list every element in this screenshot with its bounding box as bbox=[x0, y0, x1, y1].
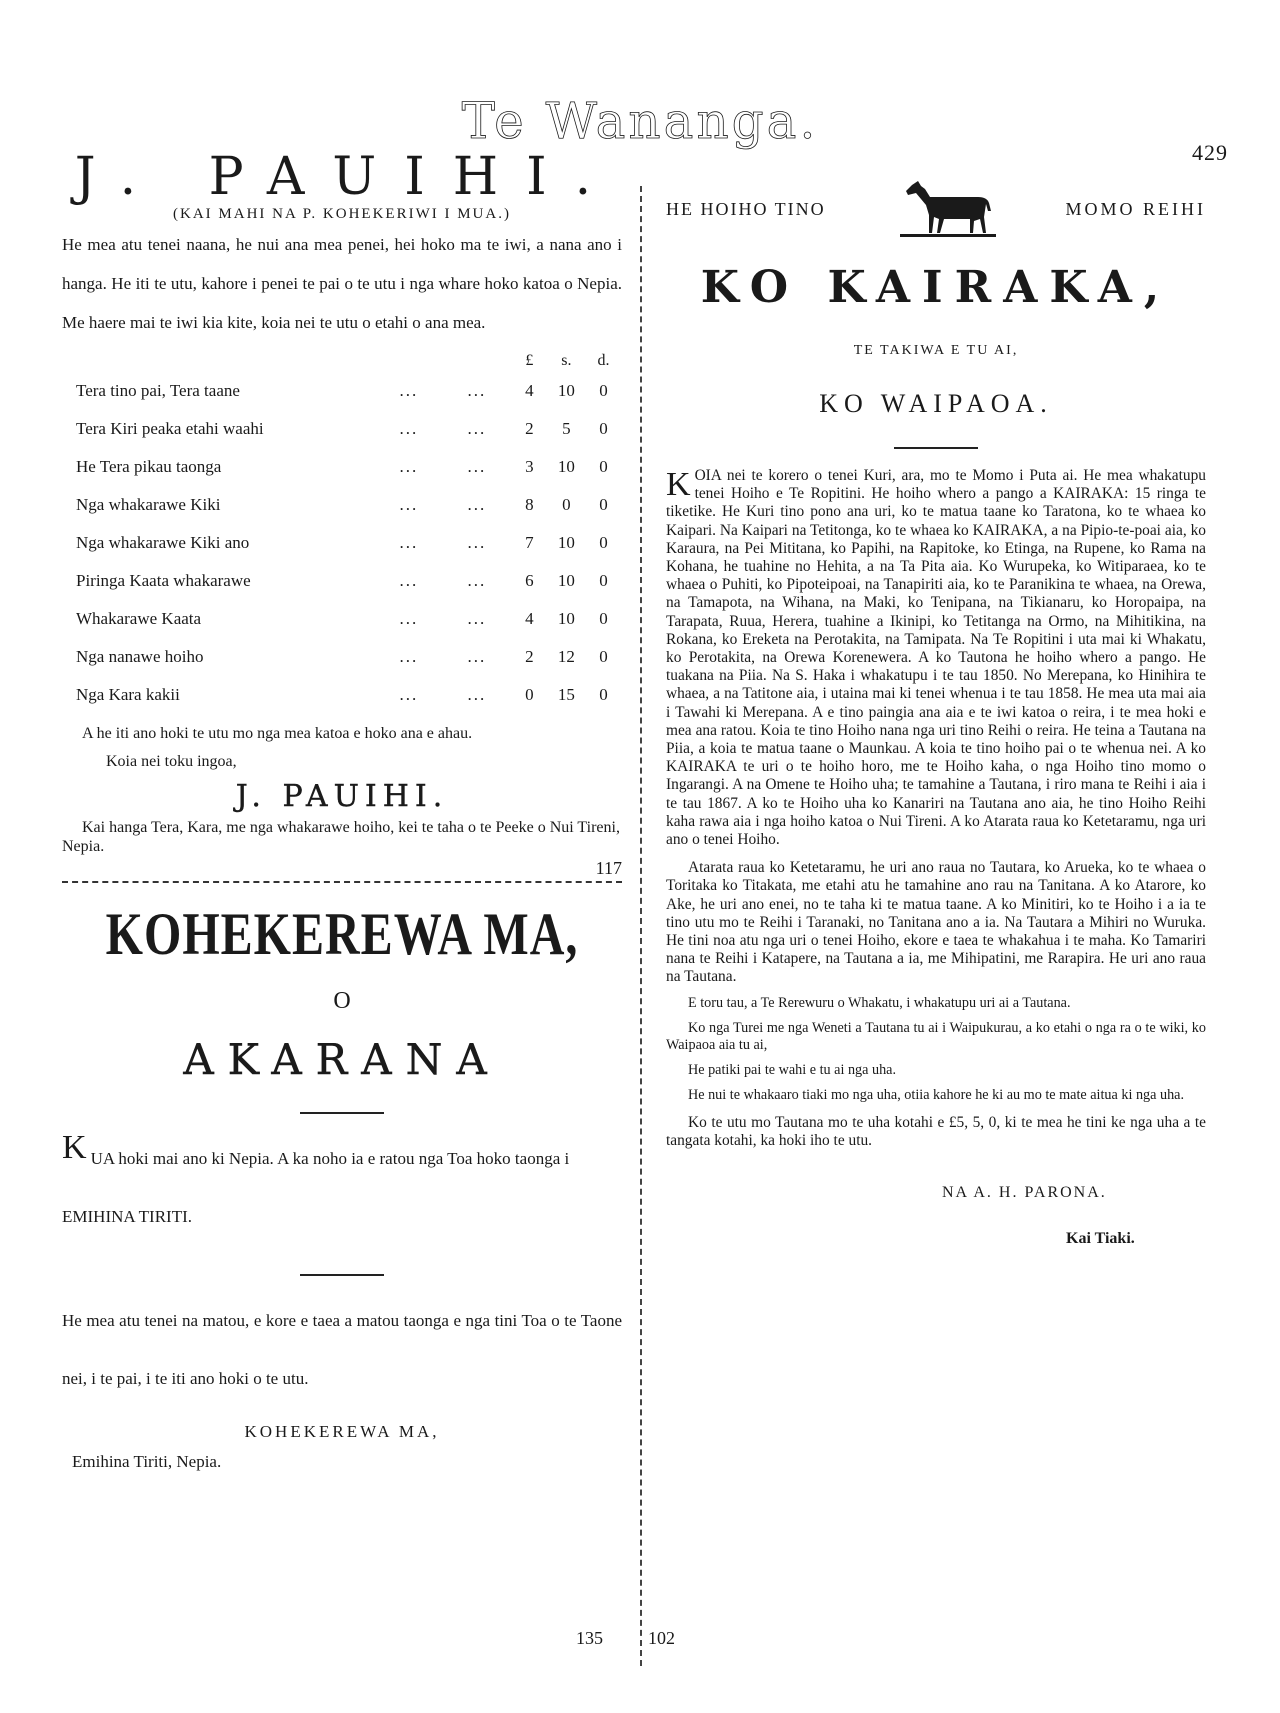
leader-dots: ... bbox=[467, 457, 487, 476]
price-row bbox=[62, 372, 622, 410]
advert-signature: NA A. H. PARONA. bbox=[942, 1184, 1107, 1202]
paragraph: He patiki pai te wahi e tu ai nga uha. bbox=[688, 1061, 897, 1078]
left-column bbox=[62, 147, 622, 1472]
advert-number: 135 bbox=[576, 1628, 603, 1648]
price-pounds: 8 bbox=[525, 495, 534, 514]
advert-connector: O bbox=[333, 988, 351, 1014]
price-pence: 0 bbox=[599, 419, 608, 438]
advert-closing: Koia nei toku ingoa, bbox=[106, 753, 237, 770]
price-row bbox=[62, 486, 622, 524]
leader-dots: ... bbox=[467, 647, 487, 666]
leader-dots: ... bbox=[467, 495, 487, 514]
offspring-paragraph: Atarata raua ko Ketetaramu, he uri ano raua no Tautara, ko Arueka, ko te whaea o Toritaka ko Titakata, me etahi atu he tamahine ano rau na Tanitana. A ko Atarore, ko Ake, he uri ano enei, no te taha ki te matua taane. A ko Minitiri, ko te Hoiho i a ia te tino utu mo te Reihi i Taranaki, no Tanitana ano a ia. Na Tautara a Mihiri no Wuruka. He tini noa atu nga uri o tenei Hoiho, ekore e taea te whakahua i te maha. Ko Tamariri nana te Reihi i Katapere, na Tautana a ia, me Mihipatini, me Rarapira. He uri ano raua na Tautana. bbox=[666, 859, 1206, 986]
header-right-text: MOMO REIHI bbox=[1065, 198, 1206, 219]
right-column bbox=[666, 176, 1206, 1248]
leader-dots: ... bbox=[467, 533, 487, 552]
advert-address: Emihina Tiriti, Nepia. bbox=[72, 1452, 222, 1471]
price-pounds: 0 bbox=[525, 685, 534, 704]
masthead: Te Wananga. bbox=[461, 92, 819, 150]
advert-pauihi bbox=[62, 147, 622, 883]
leader-dots: ... bbox=[399, 685, 419, 704]
price-row bbox=[62, 448, 622, 486]
leader-dots: ... bbox=[399, 647, 419, 666]
shillings-header: s. bbox=[561, 352, 572, 369]
advert-title: J. PAUIHI. bbox=[74, 147, 620, 207]
item-name: He Tera pikau taonga bbox=[76, 457, 222, 476]
price-shillings: 10 bbox=[557, 571, 575, 590]
page-number: 429 bbox=[1192, 140, 1228, 165]
price-list-header bbox=[62, 350, 622, 372]
leader-dots: ... bbox=[467, 571, 487, 590]
pedigree-text: OIA nei te korero o tenei Kuri, ara, mo te Momo i Puta ai. He mea whakatupu tenei Hoiho e Te Ropitini. He hoiho whero a pango a KAIRAKA: 15 ringa te tiketike. He Kuri tino pono ana uri, ko te matua taane ko Taratona, ko te whaea ko Kaipari. Na Kaipari na Tetitonga, ko te whaea ko KAIRAKA, a na Pipio-te-poai aia, ko Karaura, na Pei Mititana, ko Papihi, na Rapitoke, ko Etinga, na Rupene, ko Rama na Kohana, he tuahine no Hehita, a na Ta Pita aia. Ko Wurupeka, ko Witiparaea, ko te whaea o Puhiti, ko Pipoteipoai, na Tanapiriti aia, ko te Paranikina te whaea, na Orewa, na Tamapota, na Wihana, na Maki, ko Tenipana, na Tikianaru, ko Horopaipa, na Tarapata, Ruua, Herera, tuahine a Ikinipi, ko Tetitanga na Ormo, na Mihitikina, na Rokana, ko Ereketa na Perotakita, na Tamipata. Na Te Ropitini i uta mai ki Whakatu, ko Perotakita, na Orewa Korenewera. A ko Tautona he hoiho whero a pango. He tuakana na Piia. Na S. Haka i whakatupu i te tau 1850. No Merepana, ko Hinihira te whaea, a na Tatitone aia, i utaina mai ki tenei whenua i te tau 1858. He mea uta mai aia i Tawahi ki Merepana. A e tino paingia ana aia e te iwi katoa o reira, i te mea hoki e mea ana ratou. Koia te tino Hoiho nana nga uri tino Reihi o reira. He teina a Tautana na Piia, a koia te matua taane o Maunkau. A koia te tino hoiho pai o te whenua nei. A ko KAIRAKA te uri o te hoiho horo, me te Hoiho kaha, o nga Hoiho tino momo o Ingarangi. A na Omene te Hoiho uha; te tamahine a Tautana, i riro mana te Reihi i aia i te tau 1867. A ko te Hoiho uha ko Kanariri na Tautana ano aia, he tino Hoiho Reihi kaha rawa aia i nga hoiho katoa o Nui Tireni. A ko Atarata raua ko Ketetaramu, nga uri ano o tenei Hoiho. bbox=[666, 467, 1206, 849]
stand-place: KO WAIPAOA. bbox=[819, 389, 1053, 418]
horse-icon bbox=[894, 177, 998, 241]
leader-dots: ... bbox=[399, 457, 419, 476]
leader-dots: ... bbox=[467, 609, 487, 628]
item-name: Nga Kara kakii bbox=[76, 685, 180, 704]
leader-dots: ... bbox=[399, 533, 419, 552]
stallion-header bbox=[666, 176, 1206, 242]
price-pounds: 4 bbox=[525, 381, 534, 400]
paragraph: Ko nga Turei me nga Weneti a Tautana tu ai i Waipukurau, a ko etahi o nga ra o te wiki, ko Waipaoa aia tu ai, bbox=[666, 1019, 1206, 1053]
price-pence: 0 bbox=[599, 533, 608, 552]
pence-header: d. bbox=[597, 352, 610, 369]
price-row bbox=[62, 676, 622, 714]
price-row bbox=[62, 410, 622, 448]
price-row bbox=[62, 638, 622, 676]
price-pence: 0 bbox=[599, 457, 608, 476]
price-list bbox=[62, 350, 622, 714]
price-shillings: 10 bbox=[557, 533, 575, 552]
item-name: Nga whakarawe Kiki ano bbox=[76, 533, 250, 552]
price-shillings: 15 bbox=[557, 685, 575, 704]
price-pence: 0 bbox=[599, 609, 608, 628]
advert-paragraph: He mea atu tenei na matou, e kore e taea a matou taonga e nga tini Toa o te Taone nei, i te pai, i te iti ano hoki o te utu. bbox=[62, 1311, 622, 1388]
column-divider bbox=[640, 186, 642, 1666]
short-divider bbox=[300, 1274, 384, 1276]
pounds-header: £ bbox=[525, 352, 534, 369]
item-name: Tera Kiri peaka etahi waahi bbox=[76, 419, 264, 438]
price-row bbox=[62, 600, 622, 638]
stallion-name: KO KAIRAKA, bbox=[700, 262, 1172, 313]
price-pounds: 7 bbox=[525, 533, 534, 552]
price-shillings: 10 bbox=[557, 457, 575, 476]
advert-body-text: UA hoki mai ano ki Nepia. A ka noho ia e ratou nga Toa hoko taonga i EMIHINA TIRITI. bbox=[62, 1149, 570, 1226]
price-pence: 0 bbox=[599, 647, 608, 666]
drop-cap: K bbox=[62, 1129, 87, 1166]
advert-note: A he iti ano hoki te utu mo nga mea katoa e hoko ana e ahau. bbox=[82, 725, 473, 742]
price-pounds: 4 bbox=[525, 609, 534, 628]
header-left-text: HE HOIHO TINO bbox=[666, 198, 826, 219]
advert-body: He mea atu tenei naana, he nui ana mea penei, hei hoko ma te iwi, a nana ano i hanga. He iti te utu, kahore i penei te pai o te utu i nga whare hoko katoa o Nepia. Me haere mai te iwi kia kite, koia nei te utu o etahi o ana mea. bbox=[62, 235, 622, 332]
leader-dots: ... bbox=[399, 571, 419, 590]
leader-dots: ... bbox=[467, 381, 487, 400]
price-pence: 0 bbox=[599, 571, 608, 590]
price-row bbox=[62, 524, 622, 562]
price-row bbox=[62, 562, 622, 600]
advert-body bbox=[62, 1130, 622, 1246]
short-divider bbox=[894, 447, 978, 449]
price-shillings: 0 bbox=[562, 495, 571, 514]
section-divider bbox=[62, 881, 622, 883]
item-name: Nga whakarawe Kiki bbox=[76, 495, 221, 514]
leader-dots: ... bbox=[467, 685, 487, 704]
price-pounds: 2 bbox=[525, 419, 534, 438]
short-divider bbox=[300, 1112, 384, 1114]
leader-dots: ... bbox=[399, 609, 419, 628]
drop-cap: K bbox=[666, 466, 691, 503]
advert-subtitle: (KAI MAHI NA P. KOHEKERIWI I MUA.) bbox=[173, 206, 511, 222]
paragraph: He nui te whakaaro tiaki mo nga uha, otiia kahore he ki au mo te mate aitua ki nga uha. bbox=[688, 1086, 1185, 1103]
advert-title: KOHEKEREWA MA, bbox=[105, 901, 579, 968]
price-shillings: 10 bbox=[557, 609, 575, 628]
fee-paragraph: Ko te utu mo Tautana mo te uha kotahi e £5, 5, 0, ki te mea he tini ke nga uha a te tangata kotahi, ka hoki iho te utu. bbox=[666, 1113, 1206, 1149]
advert-signature: KOHEKEREWA MA, bbox=[244, 1422, 440, 1441]
price-pence: 0 bbox=[599, 381, 608, 400]
keeper-title: Kai Tiaki. bbox=[1066, 1230, 1135, 1248]
leader-dots: ... bbox=[399, 495, 419, 514]
advert-kohekerewa bbox=[62, 901, 622, 1472]
leader-dots: ... bbox=[399, 381, 419, 400]
leader-dots: ... bbox=[399, 419, 419, 438]
price-pounds: 3 bbox=[525, 457, 534, 476]
price-pence: 0 bbox=[599, 495, 608, 514]
price-pounds: 6 bbox=[525, 571, 534, 590]
stand-line: TE TAKIWA E TU AI, bbox=[853, 343, 1019, 358]
item-name: Piringa Kaata whakarawe bbox=[76, 571, 251, 590]
paragraph: E toru tau, a Te Rerewuru o Whakatu, i whakatupu uri ai a Tautana. bbox=[688, 994, 1071, 1011]
price-shillings: 5 bbox=[562, 419, 571, 438]
price-pounds: 2 bbox=[525, 647, 534, 666]
advert-number: 102 bbox=[648, 1628, 675, 1648]
advert-place: AKARANA bbox=[183, 1035, 501, 1084]
item-name: Nga nanawe hoiho bbox=[76, 647, 204, 666]
leader-dots: ... bbox=[467, 419, 487, 438]
pedigree-paragraph bbox=[666, 467, 1206, 849]
advert-number: 117 bbox=[595, 858, 622, 878]
item-name: Tera tino pai, Tera taane bbox=[76, 381, 240, 400]
advert-address: Kai hanga Tera, Kara, me nga whakarawe hoiho, kei te taha o te Peeke o Nui Tireni, Nepia. bbox=[62, 819, 620, 855]
advert-signature: J. PAUIHI. bbox=[235, 779, 449, 814]
item-name: Whakarawe Kaata bbox=[76, 609, 202, 628]
price-pence: 0 bbox=[599, 685, 608, 704]
price-shillings: 12 bbox=[557, 647, 575, 666]
price-shillings: 10 bbox=[557, 381, 575, 400]
